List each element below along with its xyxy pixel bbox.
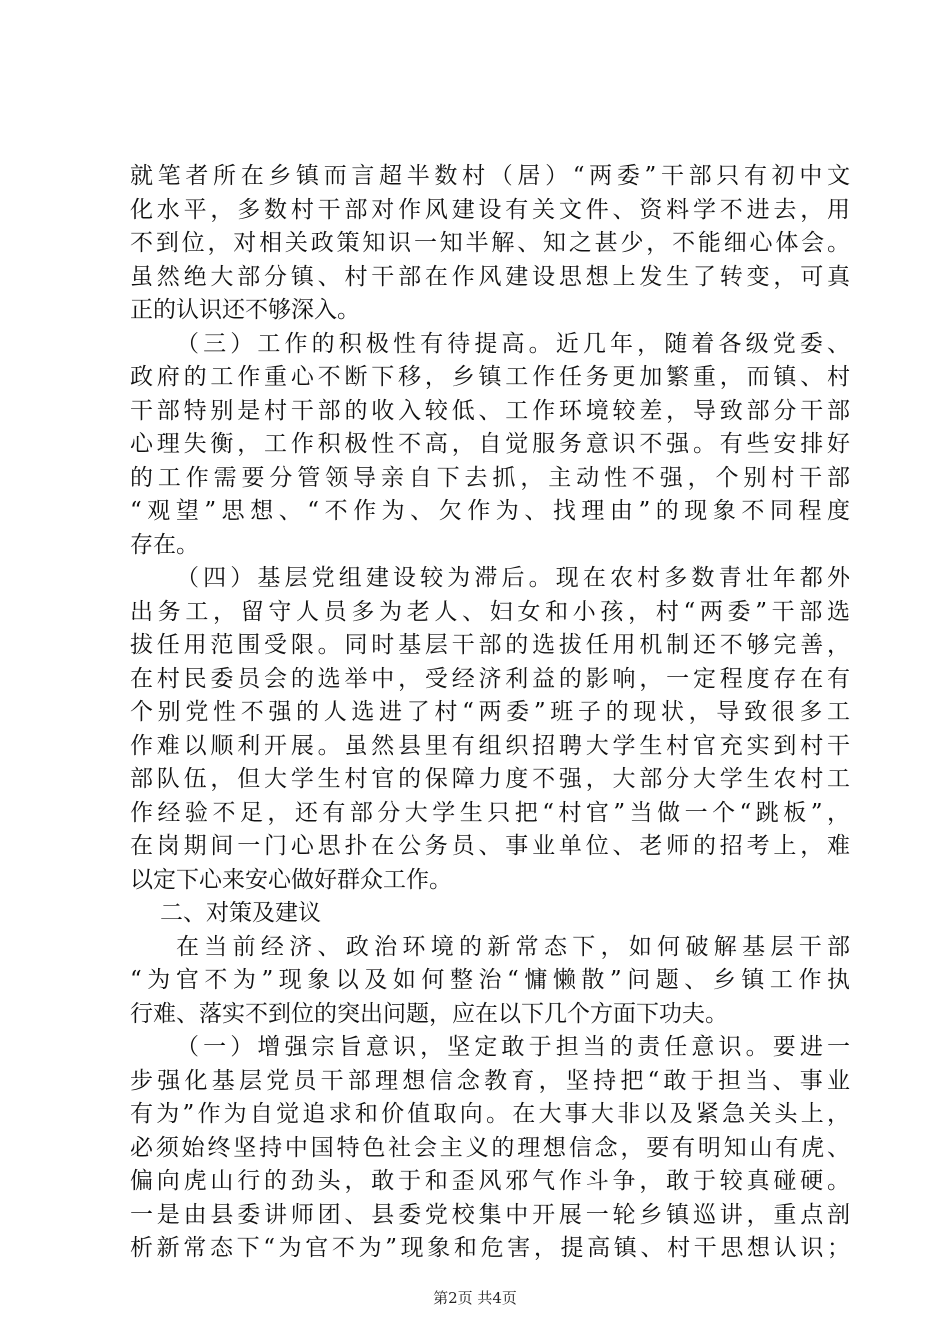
text-line: 有为”作为自觉追求和价值取向。在大事大非以及紧急关头上， — [130, 1101, 850, 1127]
text-line: 以定下心来安心做好群众工作。 — [130, 866, 452, 893]
text-line: 步强化基层党员干部理想信念教育，坚持把“敢于担当、事业 — [130, 1067, 850, 1094]
text-line: “观望”思想、“不作为、欠作为、找理由”的现象不同程度 — [130, 498, 850, 524]
text-line: 析新常态下“为官不为”现象和危害，提高镇、村干思想认识； — [130, 1235, 850, 1261]
text-line: “为官不为”现象以及如何整治“慵懒散”问题、乡镇工作执 — [130, 967, 850, 993]
section-heading-1: （一）增强宗旨意识，坚定敢于担当的责任意识。要进一 — [176, 1034, 850, 1060]
text-line: 化水平，多数村干部对作风建设有关文件、资料学不进去，用 — [130, 196, 850, 223]
text-line: 在当前经济、政治环境的新常态下，如何破解基层干部 — [176, 933, 850, 960]
text-line: 存在。 — [130, 531, 199, 558]
section-heading-2: 二、对策及建议 — [160, 900, 321, 926]
text-line: 一是由县委讲师团、县委党校集中开展一轮乡镇巡讲，重点剖 — [130, 1201, 850, 1228]
document-body — [130, 160, 850, 1266]
text-line: 偏向虎山行的劲头，敢于和歪风邪气作斗争，敢于较真碰硬。 — [130, 1168, 850, 1194]
text-line: 作难以顺利开展。虽然县里有组织招聘大学生村官充实到村干 — [130, 732, 850, 759]
text-line: 个别党性不强的人选进了村“两委”班子的现状，导致很多工 — [130, 699, 850, 725]
text-line: 正的认识还不够深入。 — [130, 297, 360, 323]
text-line: 在村民委员会的选举中，受经济利益的影响，一定程度存在有 — [130, 665, 850, 692]
text-line: 作经验不足，还有部分大学生只把“村官”当做一个“跳板”， — [130, 799, 850, 826]
text-line: 必须始终坚持中国特色社会主义的理想信念，要有明知山有虎、 — [130, 1134, 850, 1161]
text-line: 虽然绝大部分镇、村干部在作风建设思想上发生了转变，可真 — [130, 263, 850, 290]
text-line: 心理失衡，工作积极性不高，自觉服务意识不强。有些安排好 — [130, 431, 850, 457]
text-line: 行难、落实不到位的突出问题，应在以下几个方面下功夫。 — [130, 1000, 728, 1027]
text-line: 部队伍，但大学生村官的保障力度不强，大部分大学生农村工 — [130, 766, 850, 792]
page-number-footer: 第2页 共4页 — [433, 1289, 517, 1307]
text-line: 不到位，对相关政策知识一知半解、知之甚少，不能细心体会。 — [130, 230, 850, 256]
section-heading-4: （四）基层党组建设较为滞后。现在农村多数青壮年都外 — [176, 565, 850, 591]
text-line: 干部特别是村干部的收入较低、工作环境较差，导致部分干部 — [130, 397, 850, 424]
text-line: 拔任用范围受限。同时基层干部的选拔任用机制还不够完善， — [130, 632, 850, 658]
text-line: 在岗期间一门心思扑在公务员、事业单位、老师的招考上，难 — [130, 833, 850, 859]
text-line: 政府的工作重心不断下移，乡镇工作任务更加繁重，而镇、村 — [130, 364, 850, 390]
text-line: 的工作需要分管领导亲自下去抓，主动性不强，个别村干部 — [130, 464, 850, 491]
text-line: 就笔者所在乡镇而言超半数村（居）“两委”干部只有初中文 — [130, 163, 850, 189]
section-heading-3: （三）工作的积极性有待提高。近几年，随着各级党委、 — [176, 330, 850, 357]
text-line: 出务工，留守人员多为老人、妇女和小孩，村“两委”干部选 — [130, 598, 850, 625]
